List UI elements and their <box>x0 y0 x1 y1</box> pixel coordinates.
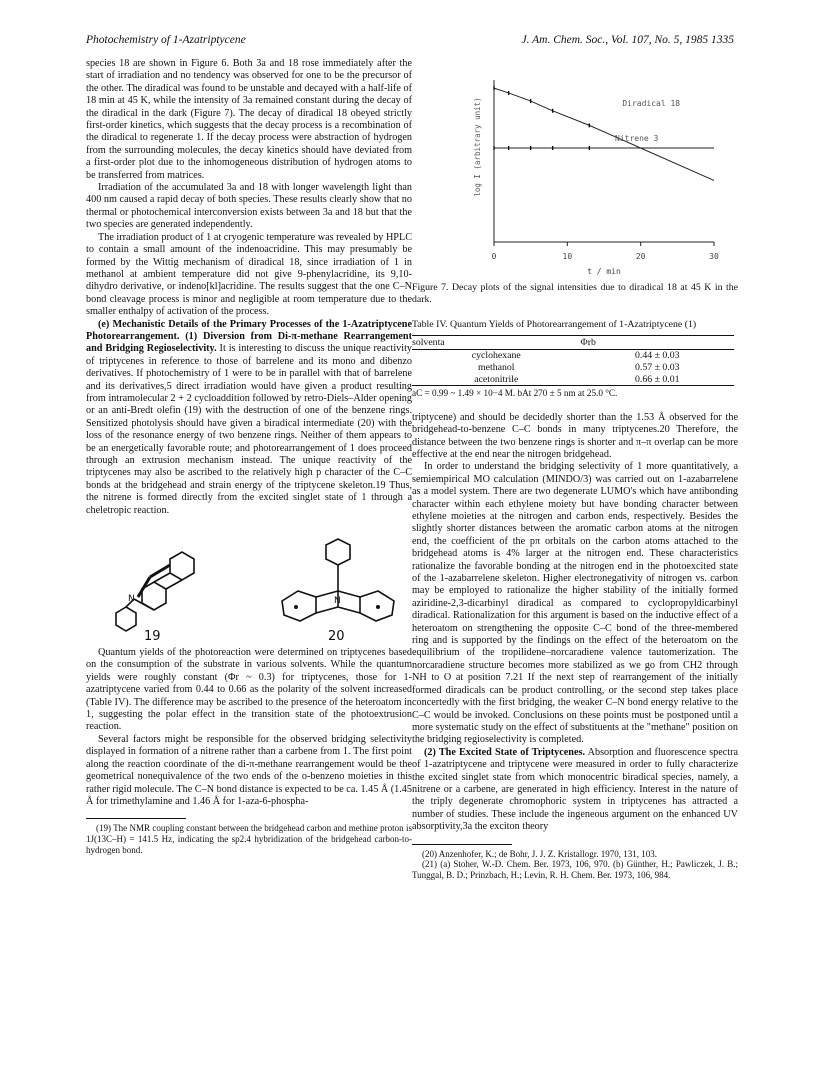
section-paragraph <box>412 747 738 834</box>
section-paragraph <box>86 319 412 518</box>
structure-19-drawing <box>116 552 194 631</box>
table-cell-solvent: acetonitrile <box>412 374 581 386</box>
references <box>412 849 738 881</box>
table-title: Table IV. Quantum Yields of Photorearrangement of 1-Azatriptycene (1) <box>412 319 697 331</box>
structures-19-20 <box>86 527 412 647</box>
reference-21: (21) (a) Stoher, W.-D. Chem. Ber. 1973, 106, 970. (b) Günther, H.; Pawliczek, J. B.; Tunggal, B. D.; Prinzbach, H.; Levin, R. H. Chem. Ber. 1973, 106, 984. <box>412 859 738 880</box>
paragraph: Several factors might be responsible for the observed bridging selectivity displayed in formation of a nitrene rather than a carbene from 1. The first point along the reaction coordinate of the di-π-methane rearrangement would be the geometrical nonequivalence of the two ends of the o-benzeno moieties in this rather rigid molecule. The C–N bond distance is expected to be ca. 1.45 Å (1.45 Å for trimethylamine and 1.46 Å for 1-aza-6-phospha- <box>86 733 412 807</box>
table-cell-phi: 0.57 ± 0.03 <box>634 361 680 373</box>
running-header <box>86 34 734 50</box>
table-row <box>412 374 734 386</box>
y-axis-label: log I (arbitrary unit) <box>473 97 482 197</box>
paragraph: species 18 are shown in Figure 6. Both 3a and 18 rose immediately after the start of irradiation and no tendency was observed for one to be the precursor of the other. The diradical was found to be unstable and decayed with a half-life of 18 min at 45 K, while the intensity of 3a remained constant during the decay of the diradical in the dark (Figure 7). The decay of diradical 18 obeyed strictly first-order kinetics, which suggests that the decay process is a recombination of the diradical to regenerate 1. If the decay process were abstraction of hydrogen from the surrounding molecules, the decay kinetics should have deviated from a first-order plot due to the inhomogeneous distribution of hydrogen atoms to be transferred from matrices. <box>86 58 412 181</box>
series-label-diradical: Diradical 18 <box>622 99 681 109</box>
chemical-structure-figures <box>86 527 412 647</box>
running-title: Photochemistry of 1-Azatriptycene <box>86 34 246 46</box>
figure-7-caption: Figure 7. Decay plots of the signal intensities due to diradical 18 at 45 K in the dark. <box>412 282 738 305</box>
series-label-nitrene: Nitrene 3 <box>615 134 659 144</box>
series-line-diradical <box>494 88 714 180</box>
nitrogen-atom-label: N <box>128 594 135 605</box>
radical-dot <box>294 605 298 609</box>
x-tick-label: 10 <box>562 252 573 261</box>
right-column <box>412 64 738 880</box>
section-heading: (2) The Excited State of Triptycenes. <box>424 746 586 758</box>
figure-7 <box>412 64 738 276</box>
footnote-rule <box>412 844 512 845</box>
column-header-solvent: solventa <box>412 335 581 350</box>
table-cell-phi: 0.66 ± 0.01 <box>581 374 734 386</box>
paragraph-text: Absorption and fluorescence spectra of 1-azatriptycene and triptycene were measured in order to fully characterize the excited singlet state from which monocentric biradical species, namely, a nitrene or a carbene, are generated in high efficiency. Interest in the nature of the triply degenerate chromophoric system in triptycenes has attracted a number of studies. These include the ingeneous argument on the enhanced UV absorptivity,3a the exciton theory <box>412 746 739 833</box>
table-cell-solvent: methanol <box>478 361 515 373</box>
compound-label-19: 19 <box>144 629 161 645</box>
x-tick-label: 30 <box>709 252 719 261</box>
x-tick-label: 20 <box>635 252 646 261</box>
radical-dot <box>376 605 380 609</box>
table-row <box>412 362 734 374</box>
table-iv <box>412 319 738 400</box>
paragraph: Quantum yields of the photoreaction were determined on triptycenes based on the consumption of the substrate in various solvents. While the quantum yields were roughly constant (Φr ~ 0.3) for triptycenes, those for 1-azatriptycene varied from 0.44 to 0.66 as the polarity of the solvent increased (Table IV). The difference may be ascribed to the presence of the heteroatom in 1, suggesting the polar effect in the transition state of the photoextrusion reaction. <box>86 647 412 733</box>
x-tick-label: 0 <box>491 252 497 261</box>
paragraph-text: It is interesting to discuss the unique reactivity of triptycenes in reference to those of barrelene and its mono and dibenzo derivatives. If photochemistry of 1 were to be in parallel with that of barrelene and its derivatives,5 direct irradiation would have given a product resulting from intramolecular 2 + 2 cycloaddition followed by retro-Diels–Alder opening or an anti-Bredt olefin (19) with the destruction of one of the benzene rings. Sensitized photolysis should have given a biradical intermediate (20) with the loss of the resonance energy of two benzene rings. Neither of them appears to be an energetically favorable route; and photorearrangement of 1 does proceed through an extrusion mechanism instead. The unique reactivity of the triptycenes may also be ascribed to the relatively high p character of the C–C bonds at the bridgehead and strain energy of the triptycene skeleton.19 Thus, the nitrene is formed directly from the excited singlet state of 1 through a cheletropic reaction. <box>86 343 412 516</box>
table-row <box>412 350 734 362</box>
paragraph: triptycene) and should be decidedly shorter than the 1.53 Å observed for the bridgehead-to-benzene C–C bonds in many triptycenes.20 Therefore, the distance between the two benzene rings is shorter and π–π overlap can be more effective at the end near the nitrogen bridgehead. <box>412 411 738 460</box>
compound-label-20: 20 <box>328 629 345 645</box>
left-column <box>86 58 412 855</box>
reference-20: (20) Anzenhofer, K.; de Bohr, J. J. Z. Kristallogr. 1970, 131, 103. <box>422 848 657 859</box>
decay-plot-chart <box>412 64 738 276</box>
table-cell-phi: 0.44 ± 0.03 <box>634 350 680 362</box>
footnote-rule <box>86 818 186 819</box>
paragraph: The irradiation product of 1 at cryogenic temperature was revealed by HPLC to contain a small amount of the indenoacridine. This may presumably be formed by the Wittig mechanism of diradical 18, since irradiation of 1 in methanol at ambient temperature did not give 9-phenylacridine, its 9,10-dihydro derivative, or indeno[kl]acridine. The results suggest that the one C–N bond cleavage process is minor and negligible at room temperature due to the smaller enthalpy of activation of the process. <box>86 231 412 318</box>
journal-citation: J. Am. Chem. Soc., Vol. 107, No. 5, 1985 1335 <box>521 34 734 46</box>
nitrogen-atom-label: N <box>334 596 341 607</box>
paragraph: In order to understand the bridging selectivity of 1 more quantitatively, a semiempirical MO calculation (MINDO/3) was carried out on 1-azabarrelene as a model system. There are two degenerate LUMO's which have antibonding character within each ethylene moiety but have bonding character between ethylene moieties at the nitrogen and carbon ends, respectively. Besides the slightly shorter distances between the aromatic carbon atoms at the nitrogen end, the coefficient of the pπ orbitals on the carbon atoms attached to the bridgehead atoms is 4% larger at the nitrogen end. These characteristics rationalize the favorable bonding at the nitrogen end in the photoexcited state of the 1-azabarrelene skeleton. Higher electronegativity of nitrogen vs. carbon may be employed to rationalize the higher stability of the initially formed aziridine-2,3-dicarbinyl diradical as compared to cyclopropyldicarbinyl diradical. Rationalization for this argument is based on the inductive effect of a heteroatom on strengthening the opposite C–C bond of the three-membered ring and is supported by the findings on the effect of the heteroatom on the equilibrium of the tropilidene–norcaradiene valence tautomerization. The norcaradiene structure becomes more stabilized as we go from CH2 through NH to O at position 7.21 If the next step of rearrangement of the initially formed diradicals can be product controlling, or the second step takes place concertedly with the first bridging, the weaker C–N bond energy relative to the C–C would be invoked. Conclusions on these points must be postponed until a more systematic study on the effect of substituents at the "methane" position on the bridging regioselectivity is completed. <box>412 461 738 746</box>
section-heading: (e) Mechanistic Details of the Primary Processes of the 1-Azatriptycene Photorearrangement. (1) Diversion from Di-π-methane Rearrangement and Bridging Regioselectivity. <box>86 318 412 355</box>
right-text <box>412 412 738 834</box>
table-footnote: aC = 0.99 ~ 1.49 × 10−4 M. bAt 270 ± 5 nm at 25.0 °C. <box>412 388 618 399</box>
footnote-19: (19) The NMR coupling constant between the bridgehead carbon and methine proton is 1J(13C–H) = 141.5 Hz, indicating the sp2.4 hybridization of the bridgehead carbon-to-hydrogen bond. <box>86 823 412 855</box>
paragraph: Irradiation of the accumulated 3a and 18 with longer wavelength light than 400 nm caused a rapid decay of both species. These results clearly show that no thermal or photochemical interconversion exists between 3a and 18 but that the two species are generated independently. <box>86 182 412 231</box>
quantum-yield-table <box>412 335 734 386</box>
table-cell-solvent: cyclohexane <box>471 350 521 362</box>
x-axis-label: t / min <box>587 267 621 276</box>
column-header-phi: Φrb <box>581 335 734 350</box>
